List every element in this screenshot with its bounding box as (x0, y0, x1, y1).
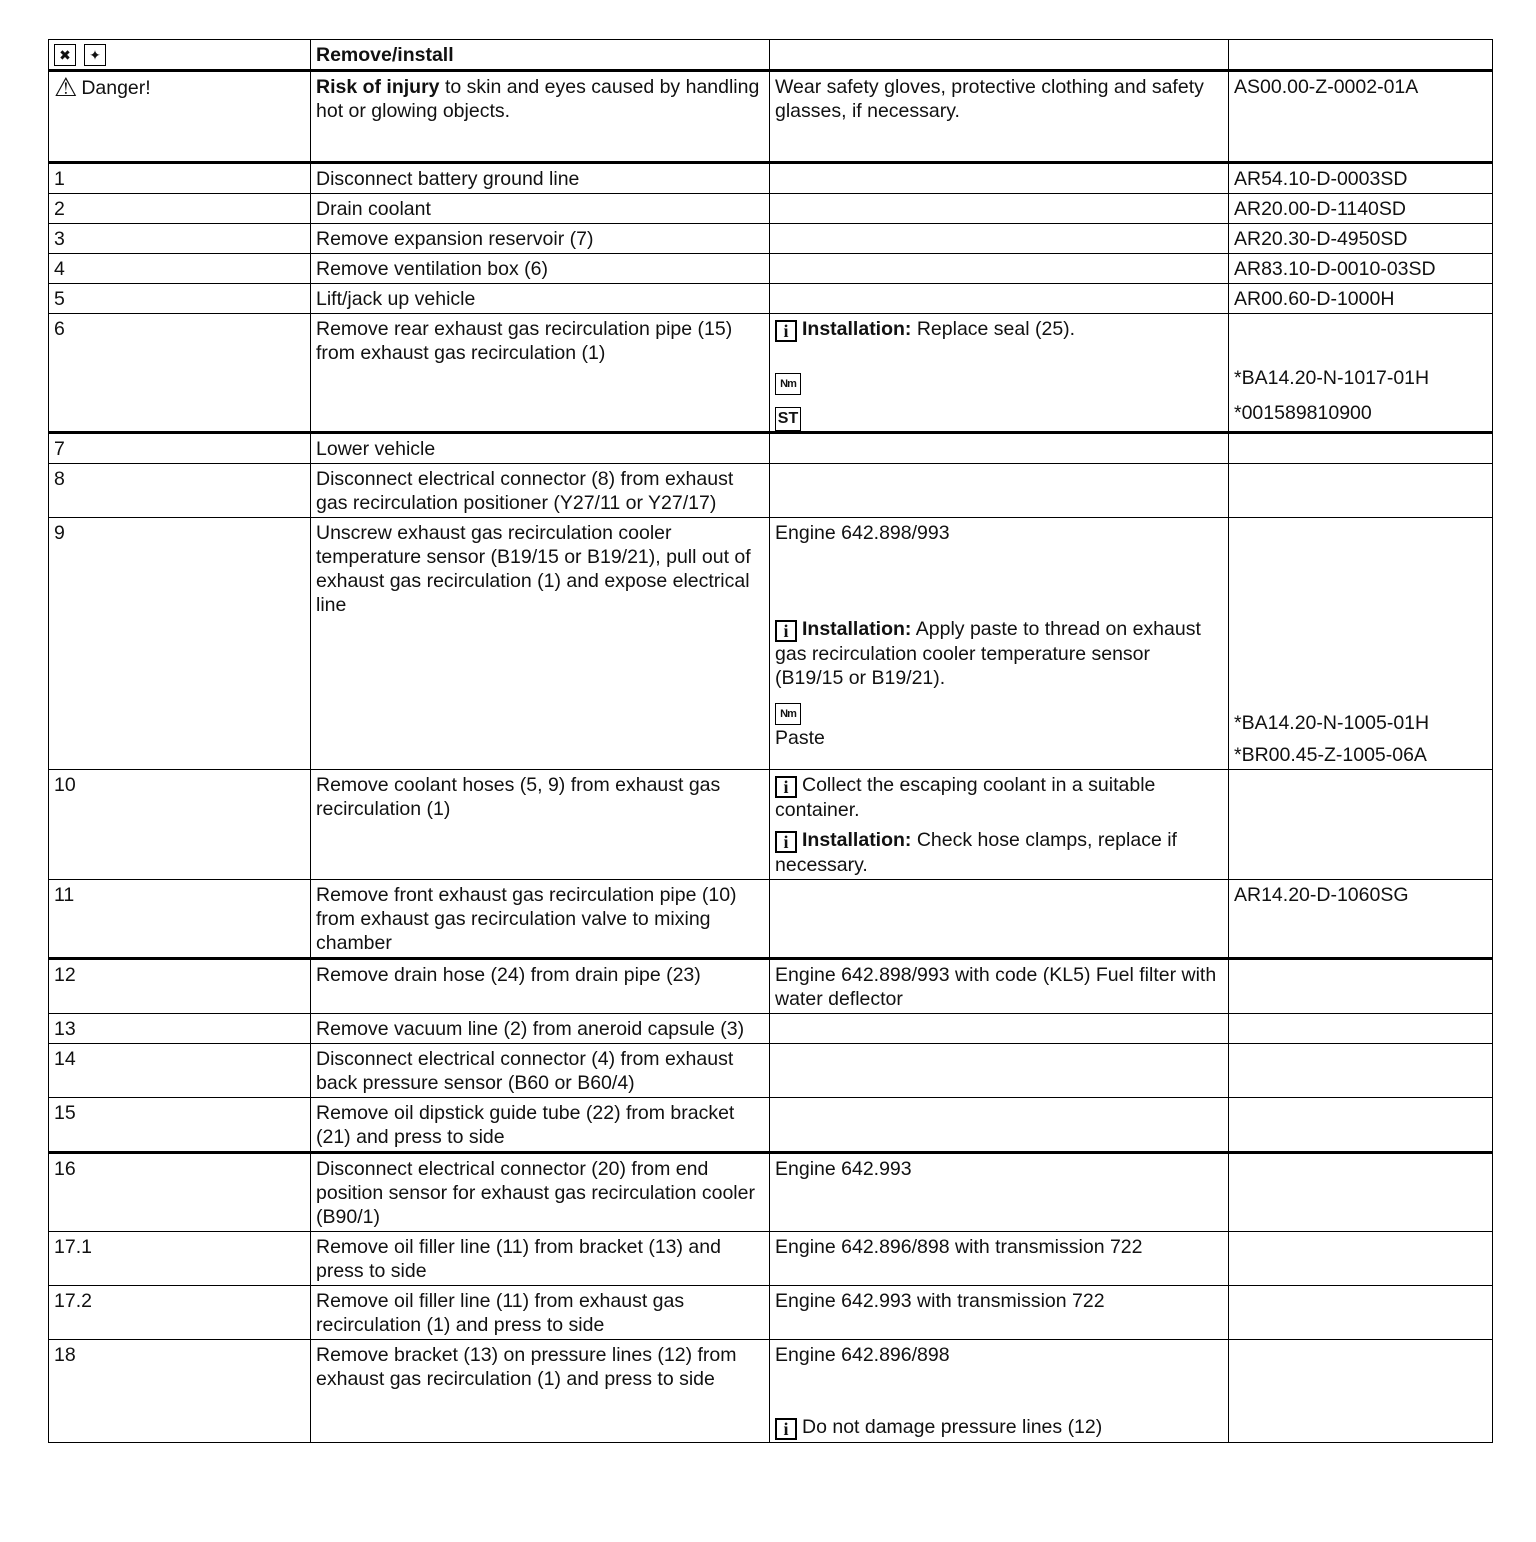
step-info (770, 1340, 1229, 1443)
table-row (49, 194, 1493, 224)
torque-ref: *BA14.20-N-1017-01H (1234, 367, 1430, 389)
step-ref (1229, 770, 1493, 880)
table-row (49, 1044, 1493, 1098)
step-text: Disconnect electrical connector (20) from end position sensor for exhaust gas recirculation cooler (B90/1) (311, 1153, 770, 1232)
danger-row (49, 71, 1493, 163)
ref-spacer (1234, 317, 1487, 352)
info-icon: i (775, 1418, 797, 1440)
step-text: Remove coolant hoses (5, 9) from exhaust gas recirculation (1) (311, 770, 770, 880)
step-text: Remove oil filler line (11) from exhaust gas recirculation (1) and press to side (311, 1286, 770, 1340)
table-row (49, 880, 1493, 959)
step-info (770, 770, 1229, 880)
step-ref: AR20.00-D-1140SD (1229, 194, 1493, 224)
step-ref (1229, 314, 1493, 433)
step-info (770, 518, 1229, 770)
engine-variant: Engine 642.898/993 (775, 522, 950, 544)
table-row (49, 254, 1493, 284)
torque-row (775, 696, 1223, 726)
header-empty-cell (1229, 40, 1493, 71)
table-row (49, 1286, 1493, 1340)
installation-note (775, 317, 1223, 352)
step-info (770, 1044, 1229, 1098)
step-text: Remove expansion reservoir (7) (311, 224, 770, 254)
table-row (49, 224, 1493, 254)
step-info (770, 254, 1229, 284)
step-text: Drain coolant (311, 194, 770, 224)
step-ref (1229, 1014, 1493, 1044)
header-empty-cell (770, 40, 1229, 71)
table-row (49, 1098, 1493, 1153)
step-ref: AR00.60-D-1000H (1229, 284, 1493, 314)
step-number: 6 (49, 314, 311, 433)
table-row (49, 284, 1493, 314)
header-icons-cell (49, 40, 311, 71)
step-ref (1229, 1340, 1493, 1443)
step-info (770, 163, 1229, 194)
table-row (49, 314, 1493, 433)
risk-text: to skin and eyes caused by handling hot or glowing objects. (316, 76, 760, 122)
table-row (49, 1153, 1493, 1232)
step-number: 8 (49, 464, 311, 518)
info-icon: i (775, 831, 797, 853)
step-number: 12 (49, 959, 311, 1014)
info-icon: i (775, 620, 797, 642)
step-text: Lower vehicle (311, 433, 770, 464)
danger-measure: Wear safety gloves, protective clothing and safety glasses, if necessary. (770, 71, 1229, 163)
table-row (49, 770, 1493, 880)
step-text: Remove ventilation box (6) (311, 254, 770, 284)
step-info (770, 194, 1229, 224)
step-number: 15 (49, 1098, 311, 1153)
step-info (770, 464, 1229, 518)
step-number: 13 (49, 1014, 311, 1044)
step-info: Engine 642.896/898 with transmission 722 (770, 1232, 1229, 1286)
step-number: 2 (49, 194, 311, 224)
table-row (49, 959, 1493, 1014)
danger-label: Danger! (81, 77, 151, 99)
coolant-note (775, 773, 1223, 822)
step-ref (1229, 1098, 1493, 1153)
installation-note (775, 828, 1223, 877)
step-number: 7 (49, 433, 311, 464)
step-info (770, 1098, 1229, 1153)
step-info: Engine 642.993 (770, 1153, 1229, 1232)
step-text: Remove oil dipstick guide tube (22) from bracket (21) and press to side (311, 1098, 770, 1153)
ref-spacer (1234, 521, 1487, 711)
step-number: 16 (49, 1153, 311, 1232)
torque-ref: *BA14.20-N-1005-01H (1234, 712, 1430, 734)
danger-cell (49, 71, 311, 163)
tool-row (775, 401, 1223, 429)
step-info: Engine 642.993 with transmission 722 (770, 1286, 1229, 1340)
step-number: 18 (49, 1340, 311, 1443)
table-row (49, 1340, 1493, 1443)
step-number: 17.1 (49, 1232, 311, 1286)
torque-row (775, 366, 1223, 401)
step-text: Disconnect electrical connector (8) from exhaust gas recirculation positioner (Y27/11 or Y27/17) (311, 464, 770, 518)
step-ref (1229, 518, 1493, 770)
step-number: 14 (49, 1044, 311, 1098)
step-number: 5 (49, 284, 311, 314)
step-ref (1229, 464, 1493, 518)
paste-label: Paste (775, 727, 825, 749)
step-info: Engine 642.898/993 with code (KL5) Fuel filter with water deflector (770, 959, 1229, 1014)
step-info (770, 1014, 1229, 1044)
warning-triangle-icon: ⚠ (54, 72, 78, 102)
table-row (49, 433, 1493, 464)
special-tool-icon: ST (775, 407, 801, 431)
table-row (49, 1232, 1493, 1286)
table-row (49, 464, 1493, 518)
header-row (49, 40, 1493, 71)
header-title: Remove/install (311, 40, 770, 71)
step-ref: AR20.30-D-4950SD (1229, 224, 1493, 254)
info-icon: i (775, 776, 797, 798)
step-ref (1229, 1153, 1493, 1232)
danger-ref: AS00.00-Z-0002-01A (1229, 71, 1493, 163)
step-info (770, 880, 1229, 959)
step-ref: AR83.10-D-0010-03SD (1229, 254, 1493, 284)
step-text: Remove vacuum line (2) from aneroid capsule (3) (311, 1014, 770, 1044)
note-heading: Installation: (802, 618, 912, 640)
danger-risk-cell (311, 71, 770, 163)
risk-heading: Risk of injury (316, 76, 440, 98)
note-text: Do not damage pressure lines (12) (802, 1416, 1103, 1438)
step-ref (1229, 1044, 1493, 1098)
step-text: Lift/jack up vehicle (311, 284, 770, 314)
procedure-table (48, 39, 1493, 1443)
step-number: 10 (49, 770, 311, 880)
step-info (770, 224, 1229, 254)
step-text: Remove rear exhaust gas recirculation pipe (15) from exhaust gas recirculation (1) (311, 314, 770, 433)
step-ref: AR54.10-D-0003SD (1229, 163, 1493, 194)
step-number: 1 (49, 163, 311, 194)
table-row (49, 1014, 1493, 1044)
step-ref (1229, 959, 1493, 1014)
step-number: 3 (49, 224, 311, 254)
torque-icon: Nm (775, 703, 801, 725)
torque-icon: Nm (775, 373, 801, 395)
step-ref (1229, 1232, 1493, 1286)
step-text: Remove front exhaust gas recirculation pipe (10) from exhaust gas recirculation valve to mixing chamber (311, 880, 770, 959)
step-text: Disconnect electrical connector (4) from exhaust back pressure sensor (B60 or B60/4) (311, 1044, 770, 1098)
step-number: 11 (49, 880, 311, 959)
step-ref (1229, 433, 1493, 464)
table-row (49, 163, 1493, 194)
step-info (770, 433, 1229, 464)
step-text: Remove drain hose (24) from drain pipe (23) (311, 959, 770, 1014)
tool-ref: *001589810900 (1234, 402, 1372, 424)
installation-note (775, 617, 1223, 690)
step-number: 4 (49, 254, 311, 284)
remove-icon: ✖ (54, 44, 76, 66)
step-text: Remove oil filler line (11) from bracket (13) and press to side (311, 1232, 770, 1286)
step-text: Remove bracket (13) on pressure lines (12) from exhaust gas recirculation (1) and press to side (311, 1340, 770, 1443)
table-row (49, 518, 1493, 770)
step-ref (1229, 1286, 1493, 1340)
note-text: Replace seal (25). (911, 318, 1076, 340)
step-text: Disconnect battery ground line (311, 163, 770, 194)
step-number: 17.2 (49, 1286, 311, 1340)
note-text: Check hose clamps, replace if necessary. (775, 829, 1177, 876)
step-info (770, 284, 1229, 314)
note-heading: Installation: (802, 829, 912, 851)
note-heading: Installation: (802, 318, 912, 340)
pressure-lines-note (775, 1415, 1223, 1440)
paste-ref: *BR00.45-Z-1005-06A (1234, 744, 1427, 766)
engine-variant: Engine 642.896/898 (775, 1344, 950, 1366)
step-info (770, 314, 1229, 433)
info-icon: i (775, 320, 797, 342)
note-text: Collect the escaping coolant in a suitable container. (775, 774, 1156, 821)
note-text: Apply paste to thread on exhaust gas recirculation cooler temperature sensor (B19/15 or B19/21). (775, 618, 1201, 689)
step-text: Unscrew exhaust gas recirculation cooler temperature sensor (B19/15 or B19/21), pull out of exhaust gas recirculation (1) and expose electrical line (311, 518, 770, 770)
step-number: 9 (49, 518, 311, 770)
step-ref: AR14.20-D-1060SG (1229, 880, 1493, 959)
install-icon: ✦ (84, 44, 106, 66)
